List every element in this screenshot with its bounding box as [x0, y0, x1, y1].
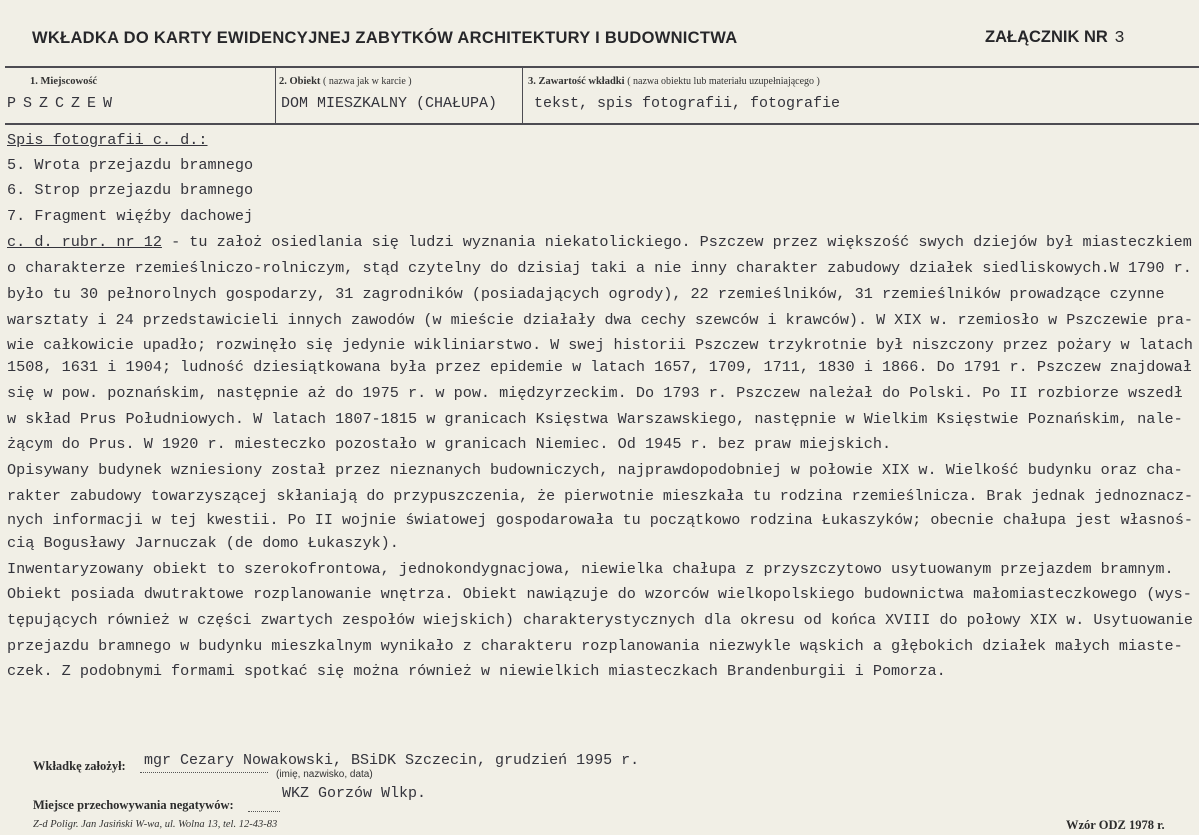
header-divider-top	[5, 66, 1199, 68]
photo-list-item: 5. Wrota przejazdu bramnego	[7, 156, 254, 174]
body-line: rakter zabudowy towarzyszącej skłaniają do przypuszczenia, że pierwotnie mieszkała tu rodzina rzemieślnicza. Brak jednak jednoznacz-	[7, 487, 1194, 505]
field-divider-2	[522, 67, 523, 124]
header-divider-bottom	[5, 123, 1199, 125]
body-line: czek. Z podobnymi formami spotkać się można również w niewielkich miasteczkach Brandenburgii i Pomorza.	[7, 662, 946, 680]
field-divider-1	[275, 67, 276, 124]
object-value: DOM MIESZKALNY (CHAŁUPA)	[281, 95, 498, 112]
body-line: przejazdu bramnego w budynku mieszkalnym wynikało z charakteru rozplanowania niezwykle wąskich a głębokich działek małych miaste-	[7, 637, 1183, 655]
object-label	[279, 76, 412, 87]
annex-label-text: ZAŁĄCZNIK NR	[985, 28, 1108, 46]
body-line: w skład Prus Południowych. W latach 1807-1815 w granicach Księstwa Warszawskiego, następnie w Wielkim Księstwie Poznańskim, nale-	[7, 410, 1183, 428]
content-label-note: ( nazwa obiektu lub materiału uzupełniającego )	[627, 76, 820, 87]
photo-list-item: 6. Strop przejazdu bramnego	[7, 181, 254, 199]
object-label-text: 2. Obiekt	[279, 76, 321, 87]
body-line	[7, 232, 1192, 252]
body-line: Opisywany budynek wzniesiony został przez nieznanych budowniczych, najprawdopodobniej w połowie XIX w. Wielkość budynku oraz cha-	[7, 461, 1183, 479]
annex-label	[985, 28, 1125, 48]
form-id: Wzór ODZ 1978 r.	[1066, 818, 1165, 832]
body-line: warsztaty i 24 przedstawicieli innych zawodów (w mieście działały dwa cechy szewców i krawców). W XIX w. rzemiosło w Pszczewie pra-	[7, 311, 1193, 329]
author-caption: (imię, nazwisko, data)	[276, 769, 373, 780]
author-dotted-line	[140, 772, 268, 773]
body-line: Obiekt posiada dwutraktowe rozplanowanie wnętrza. Obiekt nawiązuje do wzorców wielkopolskiego budownictwa małomiasteczkowego (wys-	[7, 585, 1192, 603]
author-label: Wkładkę założył:	[33, 759, 126, 773]
body-line: wie całkowicie upadło; rozwinęło się jedynie wikliniarstwo. W swej historii Pszczew trzykrotnie był niszczony przez pożary w latach	[7, 336, 1193, 354]
body-line-text: - tu założ osiedlania się ludzi wyznania niekatolickiego. Pszczew przez większość swych dziejów był miasteczkiem	[161, 233, 1192, 251]
content-label-text: 3. Zawartość wkładki	[528, 76, 625, 87]
place-label	[30, 76, 97, 87]
negatives-label: Miejsce przechowywania negatywów:	[33, 798, 234, 812]
printer-info: Z-d Poligr. Jan Jasiński W-wa, ul. Wolna 13, tel. 12-43-83	[33, 819, 278, 830]
card-title: WKŁADKA DO KARTY EWIDENCYJNEJ ZABYTKÓW ARCHITEKTURY I BUDOWNICTWA	[32, 29, 738, 47]
body-line: Inwentaryzowany obiekt to szerokofrontowa, jednokondygnacjowa, niewielka chałupa z przyszczytowo usytuowanym przejazdem bramnym.	[7, 560, 1174, 578]
body-line: tępujących również w części zwartych zespołów wiejskich) charakterystycznych dla okresu od końca XVIII do połowy XIX w. Usytuowanie	[7, 611, 1193, 629]
body-line: cią Bogusławy Jarnuczak (de domo Łukaszyk).	[7, 534, 399, 552]
place-value: PSZCZEW	[7, 95, 120, 112]
annex-number: 3	[1114, 29, 1125, 48]
body-line: 1508, 1631 i 1904; ludność dziesiątkowana była przez epidemie w latach 1657, 1709, 1711, 1830 i 1866. Do 1791 r. Pszczew znajdował	[7, 358, 1192, 376]
body-line: nych informacji w tej kwestii. Po II wojnie światowej gospodarowała tu początkowo rodzina Łukaszyków; obecnie chałupa jest własnoś-	[7, 511, 1193, 529]
author-value: mgr Cezary Nowakowski, BSiDK Szczecin, grudzień 1995 r.	[144, 752, 640, 769]
negatives-dotted-line	[248, 811, 280, 812]
object-label-note: ( nazwa jak w karcie )	[323, 76, 412, 87]
content-value: tekst, spis fotografii, fotografie	[534, 95, 841, 112]
content-label	[528, 76, 820, 87]
place-label-text: 1. Miejscowość	[30, 76, 98, 87]
photo-list-heading: Spis fotografii c. d.:	[7, 131, 208, 149]
body-line: się w pow. poznańskim, następnie aż do 1975 r. w pow. międzyrzeckim. Do 1793 r. Pszczew należał do Polski. Po II rozbiorze wszedł	[7, 384, 1183, 402]
rubric-reference: c. d. rubr. nr 12	[7, 233, 162, 251]
photo-list-item: 7. Fragment więźby dachowej	[7, 207, 254, 225]
negatives-value: WKZ Gorzów Wlkp.	[282, 785, 427, 802]
body-line: o charakterze rzemieślniczo-rolniczym, stąd czytelny do dzisiaj taki a nie inny charakter zabudowy działek siedliskowych.W 1790 r.	[7, 259, 1192, 277]
body-line: było tu 30 pełnorolnych gospodarzy, 31 zagrodników (posiadających ogrody), 22 rzemieślników, 31 rzemieślników prowadzące czynne	[7, 285, 1165, 303]
body-line: żącym do Prus. W 1920 r. miesteczko pozostało w granicach Niemiec. Od 1945 r. bez praw miejskich.	[7, 435, 892, 453]
